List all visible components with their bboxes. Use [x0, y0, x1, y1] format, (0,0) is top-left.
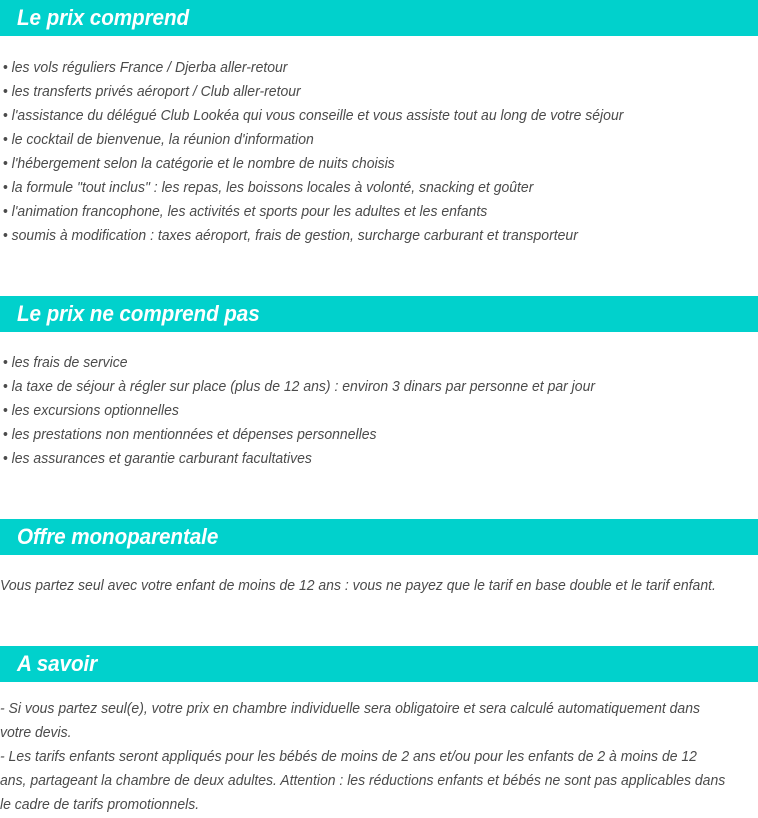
bullet-icon: • [2, 355, 8, 371]
list-item [0, 176, 623, 200]
list-item-label: les vols réguliers France / Djerba aller-retour [11, 60, 288, 76]
list-item-label: les prestations non mentionnées et dépenses personnelles [11, 427, 377, 443]
list-item [0, 447, 595, 471]
list-item [0, 423, 595, 447]
offre-monoparentale-body [0, 574, 758, 598]
section-title: Le prix comprend [17, 5, 190, 30]
bullet-icon: • [2, 451, 8, 467]
list-item-label: les transferts privés aéroport / Club aller-retour [11, 84, 301, 100]
bullet-icon: • [2, 379, 8, 395]
list-item [0, 375, 595, 399]
bullet-icon: • [2, 108, 8, 124]
list-item-label: l'animation francophone, les activités et sports pour les adultes et les enfants [11, 204, 488, 220]
section-title: Offre monoparentale [17, 524, 219, 549]
bullet-icon: • [2, 403, 8, 419]
bullet-icon: • [2, 156, 8, 172]
section-header-offre-monoparentale [0, 519, 758, 555]
list-item-label: l'assistance du délégué Club Lookéa qui vous conseille et vous assiste tout au long de votre séjour [11, 108, 624, 124]
list-item-label: le cocktail de bienvenue, la réunion d'information [11, 132, 314, 148]
list-item [0, 152, 623, 176]
bullet-icon: • [2, 427, 8, 443]
list-item [0, 351, 595, 375]
bullet-icon: • [2, 228, 8, 244]
list-item-label: la taxe de séjour à régler sur place (plus de 12 ans) : environ 3 dinars par personne et par jour [11, 379, 596, 395]
list-item-label: les assurances et garantie carburant facultatives [11, 451, 312, 467]
list-item [0, 399, 595, 423]
list-item-label: soumis à modification : taxes aéroport, frais de gestion, surcharge carburant et transporteur [11, 228, 578, 244]
section-title: Le prix ne comprend pas [17, 301, 260, 326]
paragraph: - Si vous partez seul(e), votre prix en chambre individuelle sera obligatoire et sera calculé automatiquement dans votre devis. [0, 701, 701, 741]
list-item-label: les excursions optionnelles [11, 403, 179, 419]
list-item [0, 128, 623, 152]
list-item [0, 80, 623, 104]
list-item [0, 224, 623, 248]
section-header-le-prix-ne-comprend-pas [0, 296, 758, 332]
section-header-a-savoir [0, 646, 758, 682]
paragraph: - Les tarifs enfants seront appliqués pour les bébés de moins de 2 ans et/ou pour les enfants de 2 à moins de 12 ans, partageant la chambre de deux adultes. Attention : les réductions enfants et bébés ne sont pas applicables dans le cadre de tarifs promotionnels. [0, 749, 726, 813]
included-items-list [0, 56, 646, 248]
bullet-icon: • [2, 60, 8, 76]
section-title: A savoir [17, 651, 98, 676]
bullet-icon: • [2, 132, 8, 148]
paragraph: Vous partez seul avec votre enfant de moins de 12 ans : vous ne payez que le tarif en base double et le tarif enfant. [0, 578, 716, 594]
list-item-label: l'hébergement selon la catégorie et le nombre de nuits choisis [11, 156, 395, 172]
section-header-le-prix-comprend [0, 0, 758, 36]
list-item [0, 56, 623, 80]
list-item [0, 200, 623, 224]
bullet-icon: • [2, 204, 8, 220]
list-item [0, 104, 623, 128]
bullet-icon: • [2, 180, 8, 196]
bullet-icon: • [2, 84, 8, 100]
list-item-label: la formule "tout inclus" : les repas, les boissons locales à volonté, snacking et goûter [11, 180, 534, 196]
a-savoir-body [0, 697, 752, 817]
excluded-items-list [0, 351, 617, 471]
list-item-label: les frais de service [11, 355, 128, 371]
